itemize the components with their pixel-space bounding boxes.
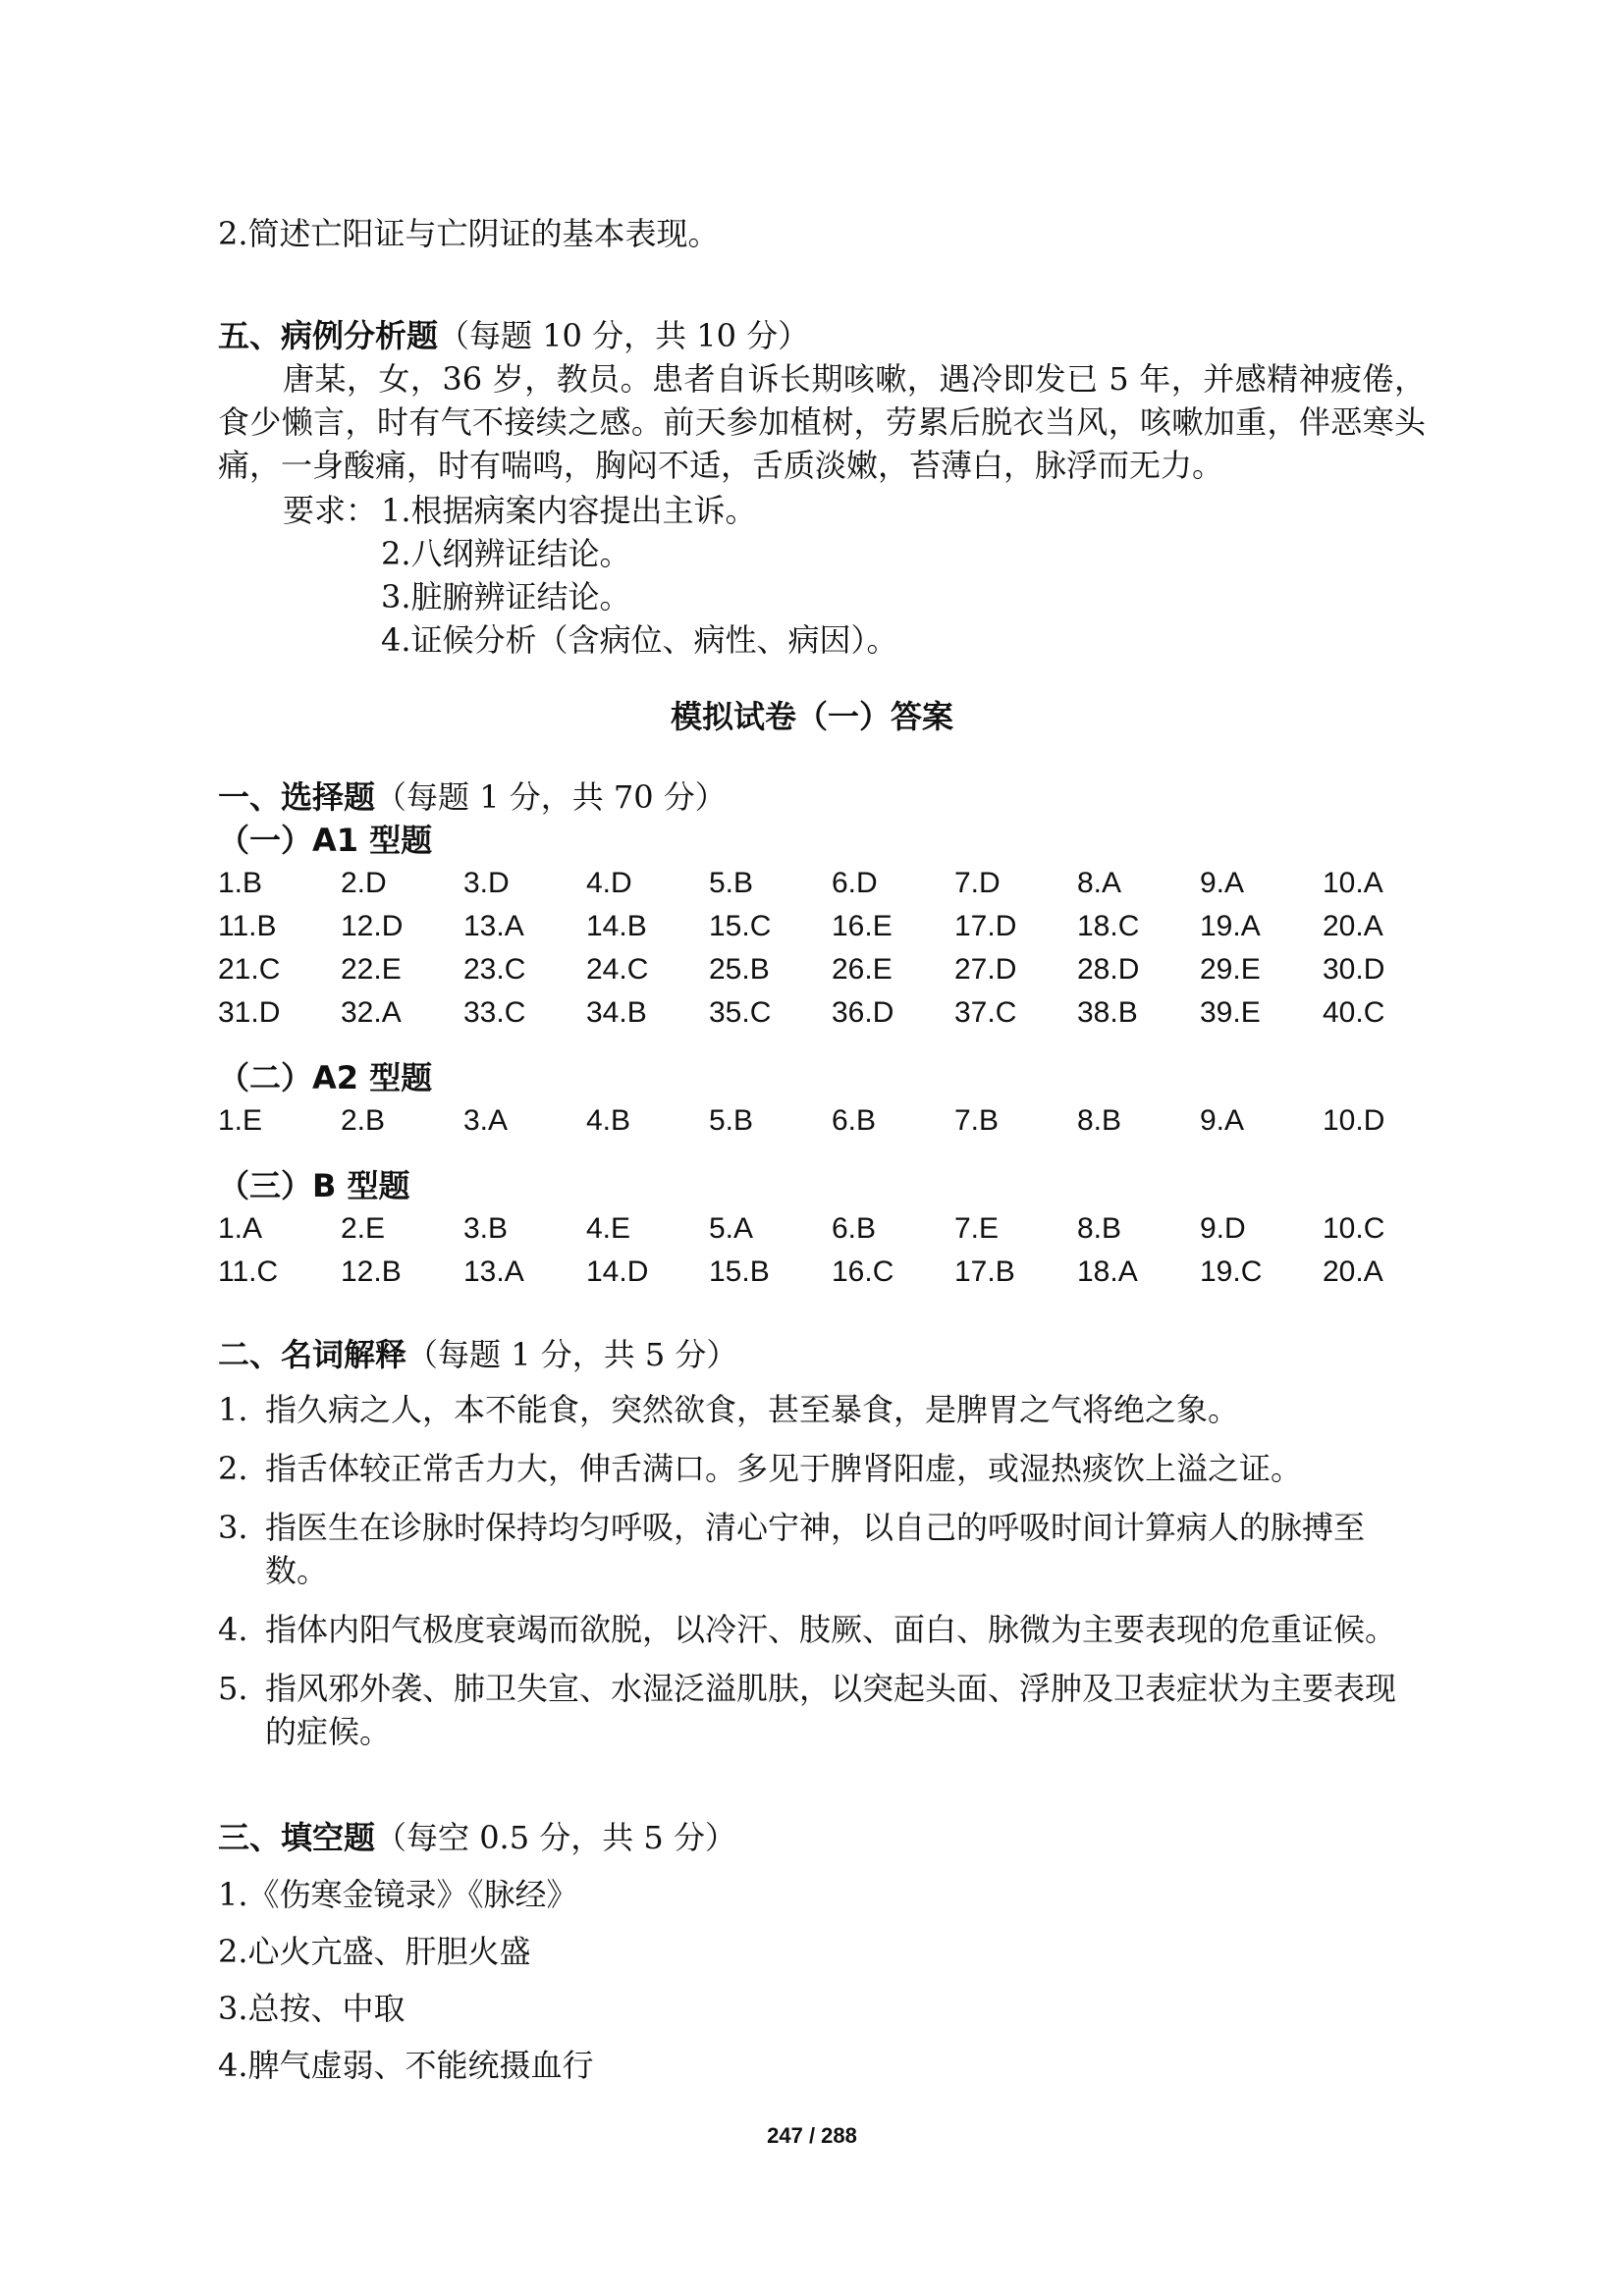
- answer-cell: 22.E: [341, 953, 402, 986]
- answer-cell: 6.B: [832, 1104, 877, 1137]
- fill-answer: 3.总按、中取: [218, 1990, 406, 2027]
- answer-cell: 15.C: [709, 910, 772, 942]
- definition-item: [218, 1608, 1426, 1651]
- definition-number: 3.: [218, 1509, 248, 1546]
- requirement-2: 2.八纲辨证结论。: [381, 535, 631, 572]
- fill-answer: 4.脾气虚弱、不能统摄血行: [218, 2047, 594, 2084]
- fill-answer: 2.心火亢盛、肝胆火盛: [218, 1933, 531, 1970]
- definition-number: 2.: [218, 1450, 248, 1487]
- answers-1-note: （每题 1 分，共 70 分）: [375, 778, 727, 816]
- definition-number: 4.: [218, 1611, 248, 1648]
- answers-1-heading: [218, 775, 727, 819]
- answer-cell: 18.C: [1077, 910, 1140, 942]
- answer-cell: 4.B: [586, 1104, 631, 1137]
- answers-2-heading: [218, 1333, 737, 1376]
- section-5-heading: [218, 314, 809, 357]
- answer-cell: 23.C: [463, 953, 526, 986]
- definition-text: 指舌体较正常舌力大，伸舌满口。多见于脾肾阳虚，或湿热痰饮上溢之证。: [265, 1450, 1303, 1487]
- answer-cell: 20.A: [1323, 910, 1383, 942]
- definitions-list: [218, 1388, 1426, 1769]
- answer-cell: 32.A: [341, 996, 402, 1029]
- answer-cell: 34.B: [586, 996, 647, 1029]
- definition-text: 指医生在诊脉时保持均匀呼吸，清心宁神，以自己的呼吸时间计算病人的脉搏至数。: [265, 1509, 1366, 1589]
- answer-cell: 25.B: [709, 953, 770, 986]
- answer-title: 模拟试卷（一）答案: [670, 698, 953, 735]
- answer-cell: 3.B: [463, 1212, 509, 1245]
- answer-cell: 9.A: [1200, 867, 1245, 899]
- section-5-note: （每题 10 分，共 10 分）: [438, 317, 810, 354]
- answer-cell: 5.B: [709, 1104, 754, 1137]
- answer-cell: 7.D: [954, 867, 1001, 899]
- answers-3-heading: [218, 1816, 736, 1859]
- answer-cell: 2.D: [341, 867, 387, 899]
- answer-cell: 30.D: [1323, 953, 1385, 986]
- definition-text: 指风邪外袭、肺卫失宣、水湿泛溢肌肤，以突起头面、浮肿及卫表症状为主要表现的症候。: [265, 1670, 1397, 1750]
- answer-cell: 16.C: [832, 1255, 894, 1288]
- answer-cell: 24.C: [586, 953, 649, 986]
- answer-cell: 6.D: [832, 867, 878, 899]
- requirement-1: 1.根据病案内容提出主诉。: [381, 492, 757, 529]
- requirement-4: 4.证候分析（含病位、病性、病因）。: [381, 621, 898, 659]
- answer-cell: 19.C: [1200, 1255, 1263, 1288]
- answer-cell: 3.A: [463, 1104, 509, 1137]
- answer-cell: 3.D: [463, 867, 510, 899]
- answer-cell: 11.C: [218, 1255, 279, 1288]
- definition-number: 5.: [218, 1670, 248, 1707]
- definition-text: 指体内阳气极度衰竭而欲脱，以冷汗、肢厥、面白、脉微为主要表现的危重证候。: [265, 1611, 1397, 1648]
- fill-answer: 1.《伤寒金镜录》《脉经》: [218, 1876, 578, 1913]
- answer-cell: 13.A: [463, 1255, 524, 1288]
- answer-cell: 37.C: [954, 996, 1017, 1029]
- answer-cell: 39.E: [1200, 996, 1261, 1029]
- answer-cell: 11.B: [218, 910, 277, 942]
- answers-2-note: （每题 1 分，共 5 分）: [406, 1336, 738, 1373]
- answer-cell: 29.E: [1200, 953, 1261, 986]
- answer-cell: 33.C: [463, 996, 526, 1029]
- b-subheading: （三）B 型题: [218, 1167, 410, 1204]
- answer-cell: 2.B: [341, 1104, 386, 1137]
- answer-cell: 9.D: [1200, 1212, 1246, 1245]
- case-description: 唐某，女，36 岁，教员。患者自诉长期咳嗽，遇冷即发已 5 年，并感精神疲倦，食少懒言，时有气不接续之感。前天参加植树，劳累后脱衣当风，咳嗽加重，伴恶寒头痛，一身酸痛，时有喘鸣，胸闷不适，舌质淡嫩，苔薄白，脉浮而无力。: [218, 360, 1426, 484]
- answer-cell: 4.D: [586, 867, 632, 899]
- answers-2-title: 二、名词解释: [218, 1336, 407, 1373]
- answer-cell: 8.B: [1077, 1212, 1122, 1245]
- definition-item: [218, 1388, 1426, 1431]
- answers-3-note: （每空 0.5 分，共 5 分）: [375, 1819, 736, 1856]
- a2-subheading: （二）A2 型题: [218, 1059, 433, 1096]
- definition-item: [218, 1447, 1426, 1490]
- definition-text: 指久病之人，本不能食，突然欲食，甚至暴食，是脾胃之气将绝之象。: [265, 1391, 1240, 1428]
- answer-cell: 21.C: [218, 953, 281, 986]
- answer-cell: 12.B: [341, 1255, 402, 1288]
- answers-3-title: 三、填空题: [218, 1819, 376, 1856]
- answer-cell: 10.A: [1323, 867, 1383, 899]
- answer-cell: 31.D: [218, 996, 281, 1029]
- answer-cell: 28.D: [1077, 953, 1140, 986]
- requirement-3: 3.脏腑辨证结论。: [381, 578, 631, 615]
- answer-cell: 6.B: [832, 1212, 877, 1245]
- answer-cell: 19.A: [1200, 910, 1261, 942]
- answer-cell: 4.E: [586, 1212, 631, 1245]
- answer-cell: 12.D: [341, 910, 404, 942]
- answer-cell: 8.A: [1077, 867, 1122, 899]
- definition-number: 1.: [218, 1391, 248, 1428]
- answer-cell: 1.B: [218, 867, 263, 899]
- answer-cell: 1.E: [218, 1104, 263, 1137]
- answer-cell: 18.A: [1077, 1255, 1138, 1288]
- answer-cell: 26.E: [832, 953, 893, 986]
- answers-1-title: 一、选择题: [218, 778, 376, 816]
- answer-cell: 20.A: [1323, 1255, 1383, 1288]
- answer-cell: 2.E: [341, 1212, 386, 1245]
- answer-cell: 10.C: [1323, 1212, 1385, 1245]
- answer-cell: 40.C: [1323, 996, 1385, 1029]
- answer-cell: 38.B: [1077, 996, 1138, 1029]
- a1-subheading: （一）A1 型题: [218, 822, 433, 859]
- answer-cell: 15.B: [709, 1255, 770, 1288]
- requirements-label: 要求：: [283, 492, 378, 529]
- fill-blank-list: [218, 1873, 594, 2101]
- answer-cell: 35.C: [709, 996, 772, 1029]
- answer-cell: 8.B: [1077, 1104, 1122, 1137]
- definition-item: [218, 1667, 1426, 1753]
- answer-cell: 17.D: [954, 910, 1017, 942]
- definition-item: [218, 1506, 1426, 1592]
- answer-cell: 10.D: [1323, 1104, 1385, 1137]
- page-number: 247 / 288: [767, 2123, 857, 2148]
- answer-cell: 7.E: [954, 1212, 1000, 1245]
- answer-cell: 1.A: [218, 1212, 263, 1245]
- previous-question-2: 2.简述亡阳证与亡阴证的基本表现。: [218, 215, 720, 252]
- answer-cell: 17.B: [954, 1255, 1015, 1288]
- section-5-title: 五、病例分析题: [218, 317, 439, 354]
- answer-cell: 14.D: [586, 1255, 649, 1288]
- answer-cell: 13.A: [463, 910, 524, 942]
- answer-cell: 5.A: [709, 1212, 754, 1245]
- answer-cell: 9.A: [1200, 1104, 1245, 1137]
- answer-cell: 14.B: [586, 910, 647, 942]
- answer-cell: 36.D: [832, 996, 894, 1029]
- answer-cell: 7.B: [954, 1104, 1000, 1137]
- answer-cell: 16.E: [832, 910, 893, 942]
- answer-cell: 27.D: [954, 953, 1017, 986]
- answer-cell: 5.B: [709, 867, 754, 899]
